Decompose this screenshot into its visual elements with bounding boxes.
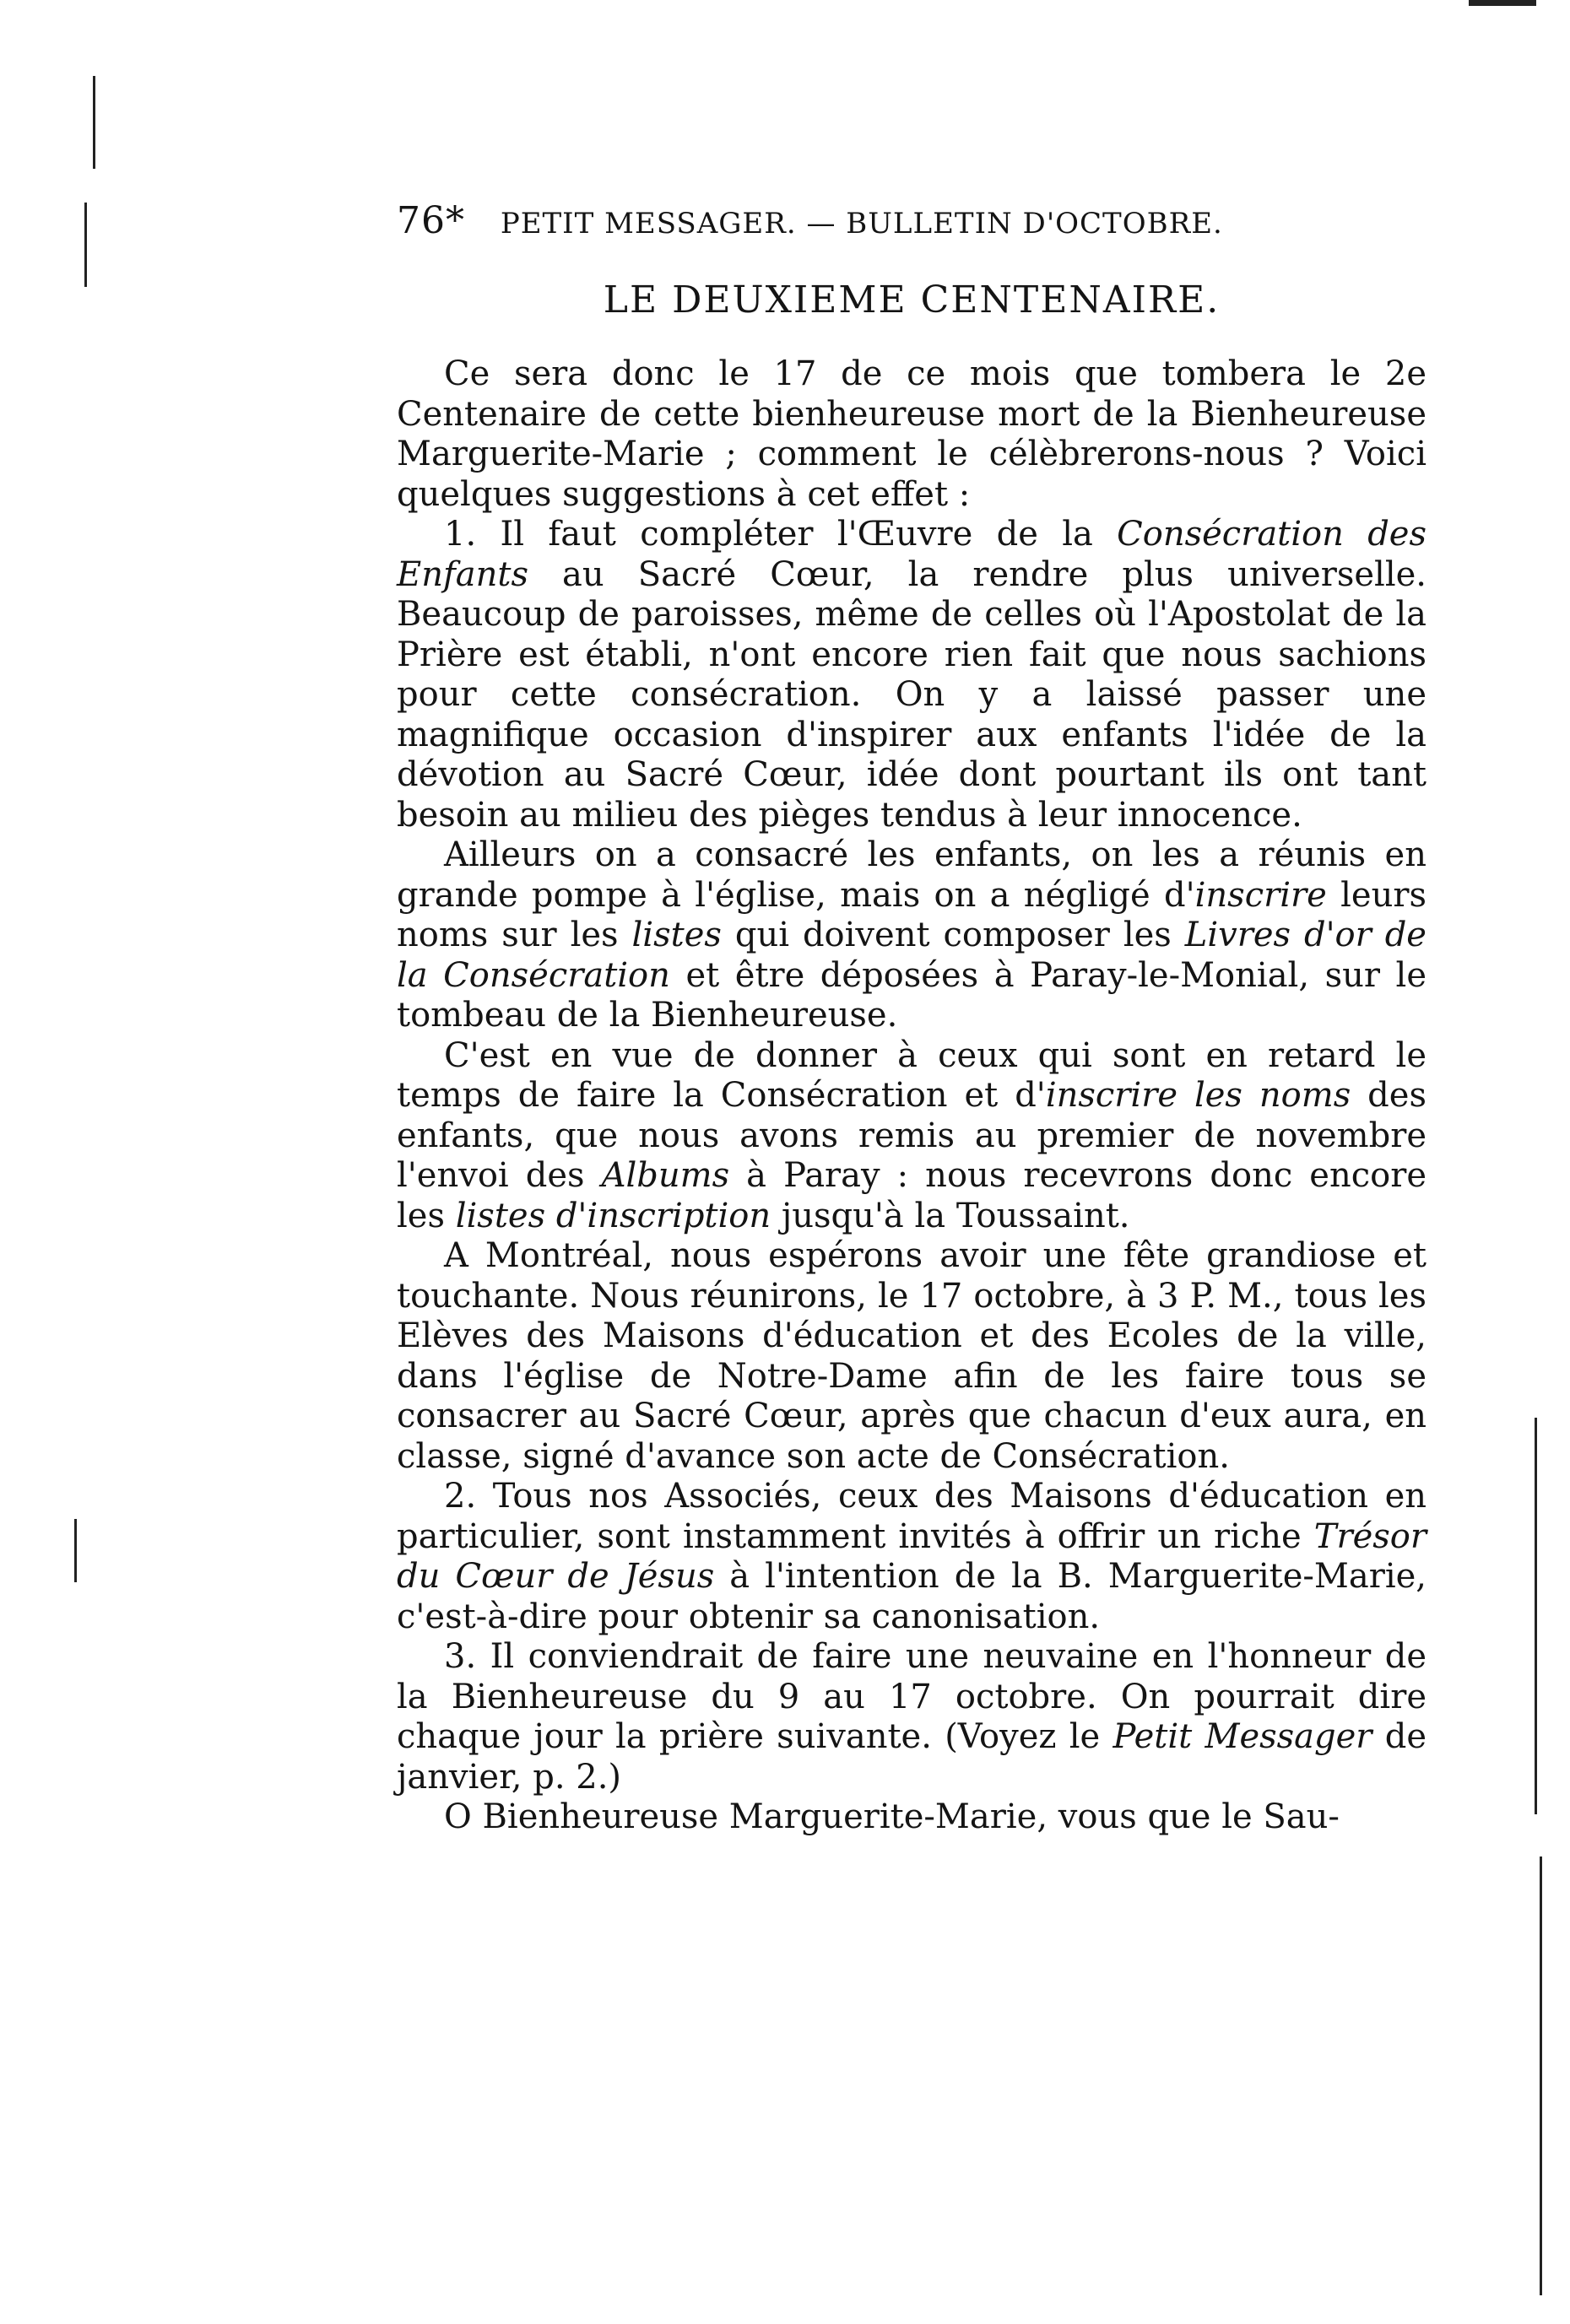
text-run: A Montréal, nous espérons avoir une fête grandiose et touchante. Nous réunirons, le 17 octobre, à 3 P. M., tous les Elèves des Maisons d'éducation et des Ecoles de la ville, dans l'église de Notre-Dame afin de les faire tous se consacrer au Sacré Cœur, après que chacun d'eux aura, en classe, signé d'avance son acte de Consécration.	[397, 1236, 1427, 1476]
running-header	[397, 199, 1291, 242]
text-run: au Sacré Cœur, la rendre plus universelle. Beaucoup de paroisses, même de celles où l'Apostolat de la Prière est établi, n'ont encore rien fait que nous sachions pour cette consécration. On y a laissé passer une magnifique occasion d'inspirer aux enfants l'idée de la dévotion au Sacré Cœur, idée dont pourtant ils ont tant besoin au milieu des pièges tendus à leur innocence.	[397, 554, 1427, 835]
italic-text: Trésor du Cœur de Jésus	[397, 1516, 1427, 1596]
body-text	[397, 354, 1427, 1838]
scan-mark	[84, 203, 87, 287]
text-run: 3. Il conviendrait de faire une neuvaine en l'honneur de la Bienheureuse du 9 au 17 octobre. On pourrait dire chaque jour la prière suivante. (Voyez le	[397, 1637, 1427, 1756]
scan-mark	[93, 76, 95, 169]
paragraph	[397, 1477, 1427, 1637]
page-number: 76*	[397, 199, 465, 242]
text-run: et être déposées à Paray-le-Monial, sur le tombeau de la Bienheureuse.	[397, 955, 1427, 1035]
text-run: à l'intention de la B. Marguerite-Marie, c'est-à-dire pour obtenir sa canonisation.	[397, 1557, 1427, 1636]
text-run: des enfants, que nous avons remis au premier de novembre l'envoi des	[397, 1076, 1427, 1195]
italic-text: Petit Messager	[1113, 1717, 1372, 1756]
paragraph	[397, 515, 1427, 835]
scan-mark	[1469, 0, 1536, 6]
paragraph	[397, 354, 1427, 515]
text-run: O Bienheureuse Marguerite-Marie, vous que le Sau-	[444, 1797, 1340, 1836]
text-run: 2. Tous nos Associés, ceux des Maisons d'éducation en particulier, sont instamment invités à offrir un riche	[397, 1477, 1427, 1556]
italic-text: Consécration des Enfants	[397, 515, 1427, 594]
text-run: leurs noms sur les	[397, 875, 1427, 954]
italic-text: inscrire les noms	[1045, 1076, 1351, 1115]
scan-mark	[74, 1519, 77, 1582]
text-run: Ce sera donc le 17 de ce mois que tombera le 2e Centenaire de cette bienheureuse mort de la Bienheureuse Marguerite-Marie ; comment le célèbrerons-nous ? Voici quelques suggestions à cet effet :	[397, 354, 1427, 514]
paragraph	[397, 1236, 1427, 1477]
section-title: LE DEUXIEME CENTENAIRE.	[603, 278, 1221, 322]
paragraph	[397, 1637, 1427, 1797]
text-run: Ailleurs on a consacré les enfants, on les a réunis en grande pompe à l'église, mais on a négligé d'	[397, 835, 1427, 915]
paragraph	[397, 1797, 1427, 1838]
text-run: de janvier, p. 2.)	[397, 1717, 1427, 1797]
text-run: à Paray : nous recevrons donc encore les	[397, 1156, 1427, 1235]
italic-text: Livres d'or de la Consécration	[397, 916, 1427, 995]
running-head: PETIT MESSAGER. — BULLETIN D'OCTOBRE.	[500, 207, 1223, 241]
scan-mark	[1540, 1856, 1542, 2295]
italic-text: listes d'inscription	[455, 1196, 771, 1235]
paragraph	[397, 835, 1427, 1036]
scan-mark	[1535, 1418, 1537, 1814]
italic-text: inscrire	[1194, 875, 1327, 915]
italic-text: Albums	[601, 1156, 730, 1195]
text-run: qui doivent composer les	[721, 916, 1185, 954]
text-run: 1. Il faut compléter l'Œuvre de la	[444, 515, 1118, 554]
text-run: jusqu'à la Toussaint.	[771, 1196, 1130, 1235]
paragraph	[397, 1036, 1427, 1237]
text-run: C'est en vue de donner à ceux qui sont en retard le temps de faire la Consécration et d'	[397, 1035, 1427, 1115]
italic-text: listes	[631, 916, 722, 954]
